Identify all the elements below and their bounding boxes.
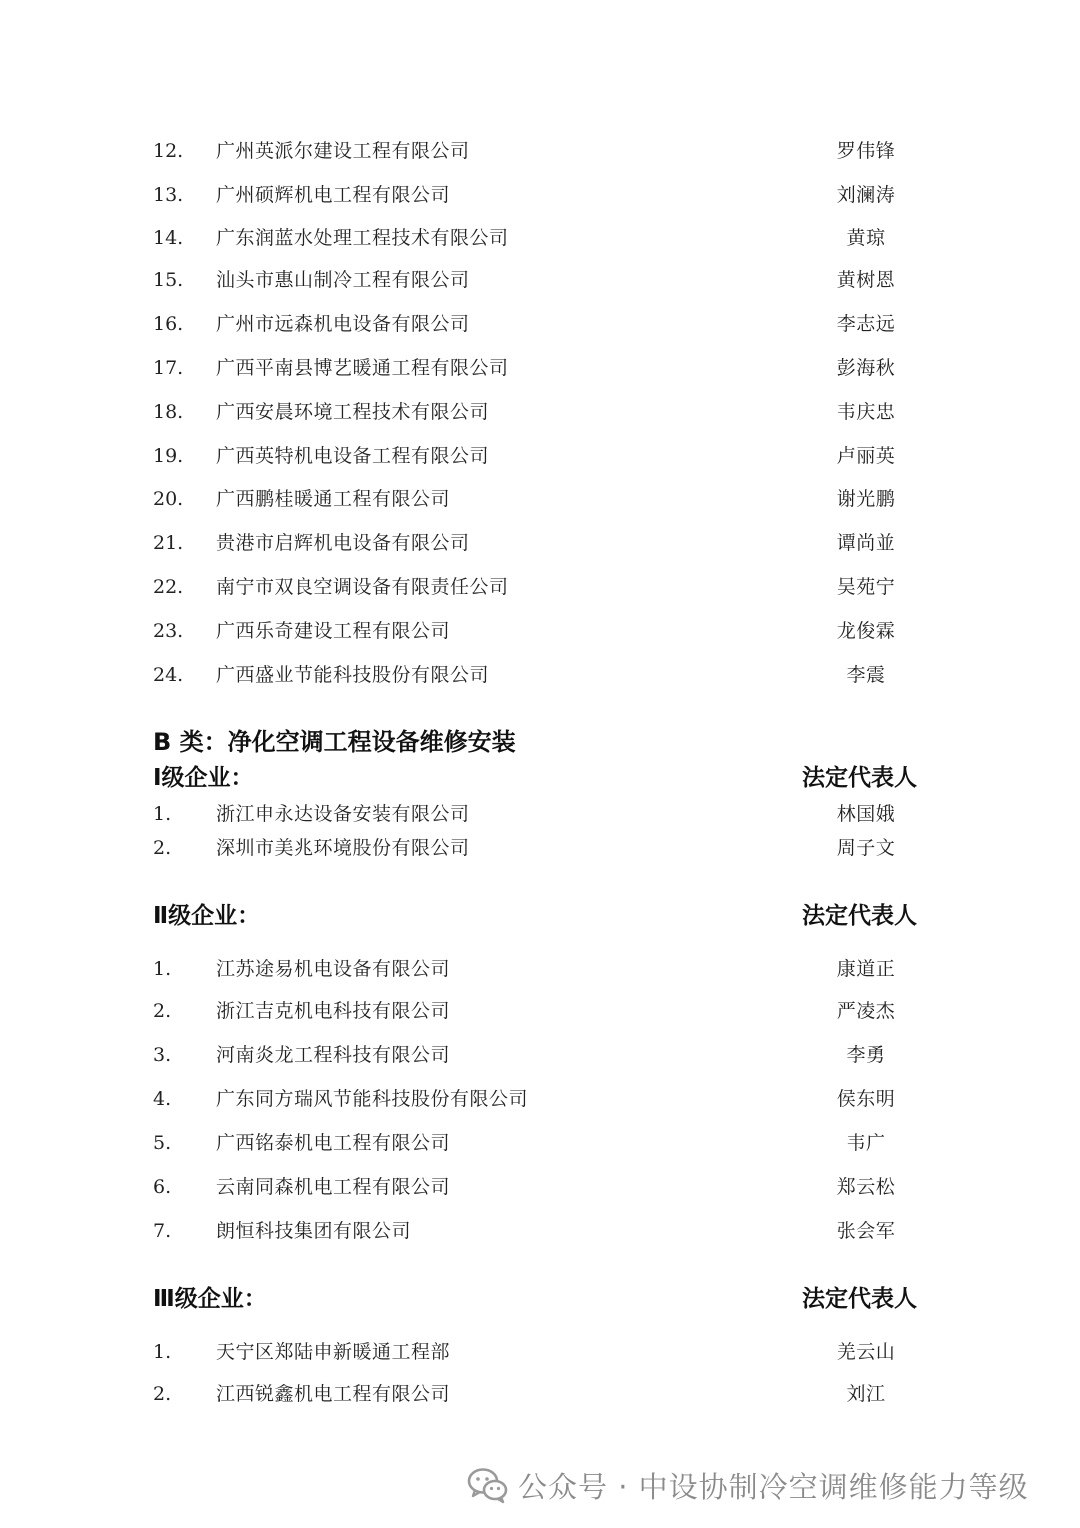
item-number: 19. xyxy=(153,445,184,467)
list-item xyxy=(0,1379,1080,1409)
company-name: 南宁市双良空调设备有限责任公司 xyxy=(216,576,509,598)
legal-representative: 黄树恩 xyxy=(836,269,896,291)
legal-representative: 谭尚並 xyxy=(836,532,896,554)
legal-representative: 侯东明 xyxy=(836,1088,896,1110)
list-item xyxy=(0,833,1080,863)
wechat-icon xyxy=(466,1465,510,1505)
level2-heading: Ⅱ级企业： xyxy=(153,903,261,929)
item-number: 2. xyxy=(153,1000,172,1022)
watermark xyxy=(466,1462,1029,1508)
legal-representative: 龙俊霖 xyxy=(836,620,896,642)
level1-rep-heading: 法定代表人 xyxy=(802,765,917,791)
item-number: 3. xyxy=(153,1044,172,1066)
company-name: 天宁区郑陆申新暖通工程部 xyxy=(216,1341,451,1363)
company-name: 汕头市惠山制冷工程有限公司 xyxy=(216,269,470,291)
company-name: 深圳市美兆环境股份有限公司 xyxy=(216,837,470,859)
item-number: 17. xyxy=(153,357,184,379)
company-name: 广东润蓝水处理工程技术有限公司 xyxy=(216,227,509,249)
level2-rep-heading: 法定代表人 xyxy=(802,903,917,929)
legal-representative: 吴苑宁 xyxy=(836,576,896,598)
legal-representative: 罗伟锋 xyxy=(836,140,896,162)
section-b-title: B 类：净化空调工程设备维修安装 xyxy=(153,728,516,756)
list-item xyxy=(0,616,1080,646)
level1-heading: Ⅰ级企业： xyxy=(153,765,254,791)
list-item xyxy=(0,397,1080,427)
list-item xyxy=(0,484,1080,514)
legal-representative: 韦庆忠 xyxy=(836,401,896,423)
item-number: 22. xyxy=(153,576,184,598)
legal-representative: 刘江 xyxy=(846,1383,886,1405)
legal-representative: 林国娥 xyxy=(836,803,896,825)
item-number: 15. xyxy=(153,269,184,291)
list-item xyxy=(0,309,1080,339)
company-name: 广西乐奇建设工程有限公司 xyxy=(216,620,451,642)
list-item xyxy=(0,1128,1080,1158)
item-number: 2. xyxy=(153,1383,172,1405)
item-number: 18. xyxy=(153,401,184,423)
legal-representative: 康道正 xyxy=(836,958,896,980)
list-item xyxy=(0,528,1080,558)
item-number: 24. xyxy=(153,664,184,686)
level3-rep-heading: 法定代表人 xyxy=(802,1286,917,1312)
list-item xyxy=(0,572,1080,602)
list-item xyxy=(0,799,1080,829)
list-item xyxy=(0,1040,1080,1070)
company-name: 朗恒科技集团有限公司 xyxy=(216,1220,412,1242)
item-number: 13. xyxy=(153,184,184,206)
company-name: 广州硕辉机电工程有限公司 xyxy=(216,184,451,206)
list-item xyxy=(0,996,1080,1026)
legal-representative: 彭海秋 xyxy=(836,357,896,379)
list-item xyxy=(0,353,1080,383)
list-item xyxy=(0,180,1080,210)
item-number: 21. xyxy=(153,532,184,554)
list-item xyxy=(0,954,1080,984)
item-number: 12. xyxy=(153,140,184,162)
legal-representative: 韦广 xyxy=(846,1132,886,1154)
item-number: 23. xyxy=(153,620,184,642)
company-name: 河南炎龙工程科技有限公司 xyxy=(216,1044,451,1066)
watermark-text: 公众号 · 中设协制冷空调维修能力等级 xyxy=(518,1469,1029,1504)
list-item xyxy=(0,265,1080,295)
legal-representative: 刘澜涛 xyxy=(836,184,896,206)
legal-representative: 卢丽英 xyxy=(836,445,896,467)
company-name: 贵港市启辉机电设备有限公司 xyxy=(216,532,470,554)
item-number: 5. xyxy=(153,1132,172,1154)
legal-representative: 黄琼 xyxy=(846,227,886,249)
item-number: 2. xyxy=(153,837,172,859)
list-item xyxy=(0,1337,1080,1367)
company-name: 云南同森机电工程有限公司 xyxy=(216,1176,451,1198)
list-item xyxy=(0,136,1080,166)
legal-representative: 李志远 xyxy=(836,313,896,335)
list-item xyxy=(0,1216,1080,1246)
legal-representative: 张会军 xyxy=(836,1220,896,1242)
legal-representative: 周子文 xyxy=(836,837,896,859)
legal-representative: 谢光鹏 xyxy=(836,488,896,510)
list-item xyxy=(0,660,1080,690)
list-item xyxy=(0,441,1080,471)
legal-representative: 严凌杰 xyxy=(836,1000,896,1022)
company-name: 广东同方瑞风节能科技股份有限公司 xyxy=(216,1088,529,1110)
item-number: 16. xyxy=(153,313,184,335)
item-number: 1. xyxy=(153,958,172,980)
company-name: 广州英派尔建设工程有限公司 xyxy=(216,140,470,162)
item-number: 14. xyxy=(153,227,184,249)
item-number: 1. xyxy=(153,1341,172,1363)
company-name: 广西鹏桂暖通工程有限公司 xyxy=(216,488,451,510)
company-name: 广州市远森机电设备有限公司 xyxy=(216,313,470,335)
item-number: 7. xyxy=(153,1220,172,1242)
company-name: 广西铭泰机电工程有限公司 xyxy=(216,1132,451,1154)
legal-representative: 李震 xyxy=(846,664,886,686)
company-name: 广西安晨环境工程技术有限公司 xyxy=(216,401,490,423)
company-name: 广西英特机电设备工程有限公司 xyxy=(216,445,490,467)
item-number: 6. xyxy=(153,1176,172,1198)
company-name: 广西盛业节能科技股份有限公司 xyxy=(216,664,490,686)
company-name: 江苏途易机电设备有限公司 xyxy=(216,958,451,980)
item-number: 20. xyxy=(153,488,184,510)
list-item xyxy=(0,223,1080,253)
company-name: 浙江吉克机电科技有限公司 xyxy=(216,1000,451,1022)
company-name: 浙江申永达设备安装有限公司 xyxy=(216,803,470,825)
company-name: 江西锐鑫机电工程有限公司 xyxy=(216,1383,451,1405)
legal-representative: 郑云松 xyxy=(836,1176,896,1198)
level3-heading: Ⅲ级企业： xyxy=(153,1286,267,1312)
legal-representative: 羌云山 xyxy=(836,1341,896,1363)
list-item xyxy=(0,1172,1080,1202)
item-number: 1. xyxy=(153,803,172,825)
list-item xyxy=(0,1084,1080,1114)
item-number: 4. xyxy=(153,1088,172,1110)
legal-representative: 李勇 xyxy=(846,1044,886,1066)
company-name: 广西平南县博艺暖通工程有限公司 xyxy=(216,357,509,379)
